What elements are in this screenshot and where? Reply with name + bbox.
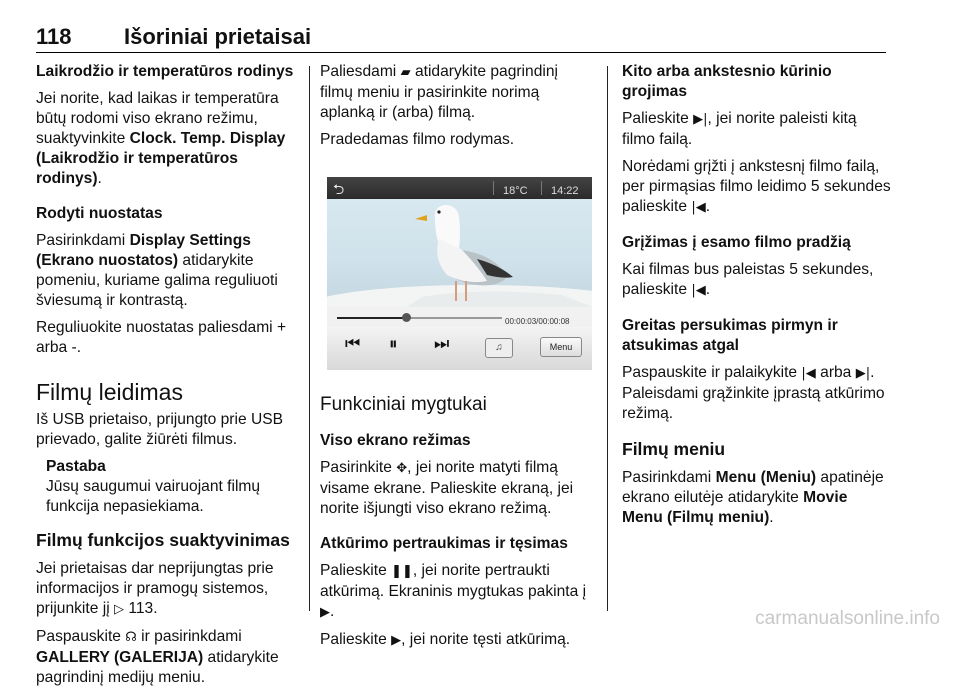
heading-activate: Filmų funkcijos suaktyvinimas bbox=[36, 530, 290, 550]
column-2 bbox=[320, 62, 590, 658]
paragraph-film-intro: Iš USB prietaiso, prijungto prie USB prievado, galite žiūrėti filmus. bbox=[36, 411, 284, 448]
paragraph-pause: Palieskite ❚❚, jei norite pertraukti atkūrimą. Ekraninis mygtukas pakinta į ▶. bbox=[320, 562, 587, 620]
section-title-display-settings: Rodyti nuostatas bbox=[36, 205, 163, 222]
seagull-image bbox=[327, 199, 592, 307]
heading-film-playback: Filmų leidimas bbox=[36, 379, 183, 405]
paragraph-film-menu: Pasirinkdami Menu (Meniu) apatinėje ekrano eilutėje atidarykite Movie Menu (Filmų meniu). bbox=[622, 469, 884, 526]
column-3 bbox=[622, 62, 892, 535]
previous-track-icon: |◀ bbox=[801, 366, 816, 381]
progress-bar-area bbox=[327, 307, 592, 327]
previous-track-icon: |◀ bbox=[691, 283, 706, 298]
heading-film-menu: Filmų meniu bbox=[622, 439, 726, 459]
status-divider bbox=[493, 181, 494, 195]
paragraph-resume: Palieskite ▶, jei norite tęsti atkūrimą. bbox=[320, 631, 571, 648]
paragraph-activate-2: Paspauskite ☊ ir pasirinkdami GALLERY (GALERIJA) atidarykite pagrindinį medijų meniu. bbox=[36, 628, 279, 686]
clock-readout: 14:22 bbox=[551, 185, 579, 197]
next-track-icon[interactable]: ⏭ bbox=[434, 334, 450, 354]
section-title-pause: Atkūrimo pertraukimas ir tęsimas bbox=[320, 535, 568, 552]
column-1 bbox=[36, 62, 298, 695]
page-reference-icon: ▷ bbox=[114, 602, 124, 617]
pause-icon[interactable]: ⏸ bbox=[389, 334, 398, 354]
paragraph-next: Palieskite ▶|, jei norite paleisti kitą filmo failą. bbox=[622, 110, 857, 148]
temperature-readout: 18°C bbox=[503, 185, 528, 197]
previous-track-icon[interactable]: ⏮ bbox=[345, 334, 361, 354]
paragraph-open-menu: Paliesdami ▰ atidarykite pagrindinį filmų meniu ir pasirinkite norimą aplanką ir (arba) filmą. bbox=[320, 63, 558, 121]
progress-knob[interactable] bbox=[402, 313, 411, 322]
column-divider bbox=[309, 66, 310, 611]
section-title-fullscreen: Viso ekrano režimas bbox=[320, 432, 471, 449]
menu-button[interactable]: Menu bbox=[540, 337, 582, 357]
paragraph-display-settings: Pasirinkdami Display Settings (Ekrano nuostatos) atidarykite pomeniu, kuriame galima reguliuoti šviesumą ir kontrastą. bbox=[36, 232, 278, 309]
video-frame[interactable] bbox=[327, 199, 592, 307]
note-title: Pastaba bbox=[46, 458, 106, 475]
paragraph-activate-1: Jei prietaisas dar neprijungtas prie informacijos ir pramogų sistemos, prijunkite jį ▷ 113. bbox=[36, 560, 274, 617]
play-icon: ▶ bbox=[391, 633, 402, 648]
watermark: carmanualsonline.info bbox=[755, 608, 940, 629]
note-box bbox=[46, 457, 298, 517]
pause-icon: ❚❚ bbox=[391, 564, 413, 579]
paragraph-return-start: Kai filmas bus paleistas 5 sekundes, palieskite |◀. bbox=[622, 261, 874, 298]
progress-time: 00:00:03/00:00:08 bbox=[505, 317, 570, 326]
progress-fill bbox=[337, 317, 406, 319]
screen-status-bar bbox=[327, 177, 592, 200]
paragraph-start: Pradedamas filmo rodymas. bbox=[320, 131, 515, 148]
page-title: Išoriniai prietaisai bbox=[124, 24, 312, 49]
next-track-icon: ▶| bbox=[855, 366, 871, 381]
section-title-return-start: Grįžimas į esamo filmo pradžią bbox=[622, 234, 851, 251]
paragraph-prev: Norėdami grįžti į ankstesnį filmo failą, per pirmąsias filmo leidimo 5 sekundes palieskite |◀. bbox=[622, 158, 891, 215]
section-title-clock-temp: Laikrodžio ir temperatūros rodinys bbox=[36, 63, 294, 80]
note-text: Jūsų saugumui vairuojant filmų funkcija nepasiekiama. bbox=[46, 478, 261, 515]
page-header bbox=[36, 18, 886, 53]
page-number: 118 bbox=[36, 24, 72, 49]
next-track-icon: ▶| bbox=[693, 112, 708, 127]
play-icon: ▶ bbox=[320, 605, 330, 620]
fullscreen-button[interactable]: ♫ bbox=[485, 338, 513, 358]
status-divider bbox=[541, 181, 542, 195]
column-divider bbox=[607, 66, 608, 611]
infotainment-screen-figure bbox=[327, 177, 592, 370]
back-icon[interactable]: ⮌ bbox=[333, 181, 345, 197]
media-icon: ☊ bbox=[125, 630, 137, 645]
section-title-next-prev: Kito arba ankstesnio kūrinio grojimas bbox=[622, 63, 832, 100]
progress-track[interactable] bbox=[337, 317, 502, 319]
section-title-fast-forward: Greitas persukimas pirmyn ir atsukimas atgal bbox=[622, 317, 838, 354]
paragraph-clock-temp: Jei norite, kad laikas ir temperatūra būtų rodomi viso ekrano režimu, suaktyvinkite Clock. Temp. Display (Laikrodžio ir temperatūros rodinys). bbox=[36, 90, 286, 187]
paragraph-fast-forward: Paspauskite ir palaikykite |◀ arba ▶|. Paleisdami grąžinkite įprastą atkūrimo režimą. bbox=[622, 364, 885, 422]
paragraph-fullscreen: Pasirinkite ✥, jei norite matyti filmą visame ekrane. Palieskite ekraną, jei norite išjungti viso ekrano režimą. bbox=[320, 459, 574, 517]
heading-function-buttons: Funkciniai mygtukai bbox=[320, 394, 487, 415]
folder-tab-icon: ▰ bbox=[400, 65, 411, 80]
controls-bar bbox=[327, 327, 592, 370]
previous-track-icon: |◀ bbox=[691, 200, 706, 215]
fullscreen-icon: ✥ bbox=[396, 461, 408, 476]
paragraph-adjust: Reguliuokite nuostatas paliesdami + arba -. bbox=[36, 319, 287, 356]
